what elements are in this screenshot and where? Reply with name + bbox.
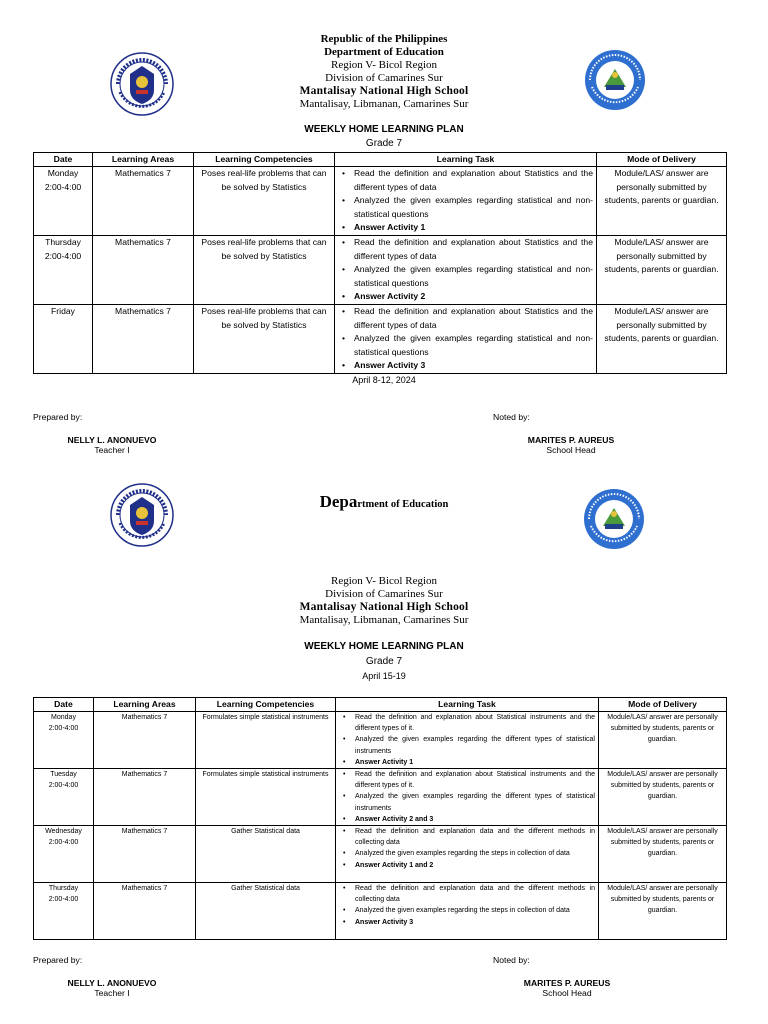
competency-cell: Formulates simple statistical instruments (196, 769, 336, 826)
day-text: Tuesday (50, 771, 77, 779)
date-range: April 15-19 (362, 671, 406, 681)
day-text: Thursday (48, 885, 79, 893)
activity-item: • Answer Activity 3 (354, 359, 593, 373)
letterhead-line: Department of Education (324, 46, 444, 58)
learning-area-cell: Mathematics 7 (94, 883, 196, 940)
learning-task-cell (335, 167, 597, 236)
column-header: Date (34, 698, 94, 712)
learning-task-cell (336, 712, 599, 769)
task-item: • Read the definition and explanation data and the different methods in collecting data (355, 826, 595, 848)
date-cell (34, 712, 94, 769)
table-row (34, 769, 727, 826)
time-text: 2:00-4:00 (48, 782, 79, 790)
activity-item: • Answer Activity 3 (355, 917, 595, 928)
table-row (34, 883, 727, 940)
date-cell (34, 826, 94, 883)
plan-title: WEEKLY HOME LEARNING PLAN (304, 641, 464, 652)
task-item: • Analyzed the given examples regarding statistical and non-statistical questions (354, 194, 593, 221)
table-row (34, 167, 727, 236)
mode-of-delivery-cell: Module/LAS/ answer are personally submitted by students, parents or guardian. (597, 304, 727, 373)
learning-area-cell: Mathematics 7 (94, 769, 196, 826)
column-header: Learning Task (336, 698, 599, 712)
mode-of-delivery-cell: Module/LAS/ answer are personally submitted by students, parents or guardian. (599, 826, 727, 883)
preparer-signature (12, 435, 212, 455)
school-name: Mantalisay National High School (299, 85, 469, 97)
department-title-large: Depa (319, 492, 358, 511)
grade-label: Grade 7 (365, 656, 403, 667)
school-name: Mantalisay National High School (299, 601, 469, 613)
noter-name: MARITES P. AUREUS (527, 435, 615, 445)
mode-of-delivery-cell: Module/LAS/ answer are personally submitted by students, parents or guardian. (599, 769, 727, 826)
competency-cell: Poses real-life problems that can be solved by Statistics (194, 167, 335, 236)
learning-area-cell: Mathematics 7 (93, 235, 194, 304)
time-text: 2:00-4:00 (48, 725, 79, 733)
noted-by-label: Noted by: (493, 412, 530, 422)
table-header-row (34, 153, 727, 167)
noter-signature (471, 435, 671, 455)
competency-cell: Poses real-life problems that can be solved by Statistics (194, 235, 335, 304)
learning-area-cell: Mathematics 7 (94, 826, 196, 883)
prepared-by-label: Prepared by: (33, 955, 83, 965)
learning-task-cell (336, 769, 599, 826)
preparer-name: NELLY L. ANONUEVO (67, 978, 157, 988)
competency-cell: Gather Statistical data (196, 826, 336, 883)
activity-item: • Answer Activity 2 and 3 (355, 814, 595, 825)
column-header: Learning Competencies (194, 153, 335, 167)
department-title-small: rtment of Education (357, 499, 449, 510)
date-cell (34, 167, 93, 236)
competency-cell: Poses real-life problems that can be solved by Statistics (194, 304, 335, 373)
letterhead-line: Region V- Bicol Region (330, 575, 438, 587)
mode-of-delivery-cell: Module/LAS/ answer are personally submitted by students, parents or guardian. (599, 883, 727, 940)
task-item: • Analyzed the given examples regarding the different types of statistical instruments (355, 734, 595, 756)
mode-of-delivery-cell: Module/LAS/ answer are personally submitted by students, parents or guardian. (599, 712, 727, 769)
task-item: • Read the definition and explanation about Statistics and the different types of data (354, 167, 593, 194)
column-header: Mode of Delivery (599, 698, 727, 712)
task-item: • Analyzed the given examples regarding statistical and non-statistical questions (354, 332, 593, 359)
noter-role: School Head (546, 445, 596, 455)
activity-item: • Answer Activity 1 (354, 221, 593, 235)
time-text: 2:00-4:00 (48, 839, 79, 847)
learning-task-cell (335, 235, 597, 304)
noter-role: School Head (542, 988, 592, 998)
date-cell (34, 235, 93, 304)
learning-task-cell (335, 304, 597, 373)
task-item: • Analyzed the given examples regarding the steps in collection of data (355, 905, 595, 916)
time-text: 2:00-4:00 (44, 181, 82, 192)
table-row (34, 304, 727, 373)
letterhead-line: Division of Camarines Sur (325, 588, 443, 600)
learning-area-cell: Mathematics 7 (93, 304, 194, 373)
school-address: Mantalisay, Libmanan, Camarines Sur (299, 614, 469, 626)
preparer-role: Teacher I (94, 445, 130, 455)
table-row (34, 826, 727, 883)
task-item: • Read the definition and explanation about Statistics and the different types of data (354, 236, 593, 263)
prepared-by-label: Prepared by: (33, 412, 83, 422)
learning-plan-table (33, 152, 727, 374)
task-item: • Read the definition and explanation about Statistical instruments and the different types of it. (355, 769, 595, 791)
time-text: 2:00-4:00 (44, 250, 82, 261)
date-cell (34, 304, 93, 373)
competency-cell: Gather Statistical data (196, 883, 336, 940)
day-text: Wednesday (45, 828, 82, 836)
date-cell (34, 883, 94, 940)
column-header: Learning Competencies (196, 698, 336, 712)
day-text: Monday (47, 168, 79, 178)
letterhead-line: Republic of the Philippines (320, 33, 448, 45)
activity-item: • Answer Activity 2 (354, 290, 593, 304)
letterhead-line: Division of Camarines Sur (325, 72, 443, 84)
day-text: Friday (51, 305, 75, 316)
column-header: Mode of Delivery (597, 153, 727, 167)
task-item: • Analyzed the given examples regarding statistical and non-statistical questions (354, 263, 593, 290)
department-title (0, 492, 768, 512)
school-address: Mantalisay, Libmanan, Camarines Sur (299, 98, 469, 110)
column-header: Learning Areas (94, 698, 196, 712)
learning-task-cell (336, 826, 599, 883)
grade-label: Grade 7 (365, 138, 403, 149)
noter-signature (467, 978, 667, 998)
task-item: • Read the definition and explanation about Statistics and the different types of data (354, 305, 593, 332)
learning-plan-table (33, 697, 727, 940)
noter-name: MARITES P. AUREUS (523, 978, 611, 988)
task-item: • Read the definition and explanation about Statistical instruments and the different types of it. (355, 712, 595, 734)
mode-of-delivery-cell: Module/LAS/ answer are personally submitted by students, parents or guardian. (597, 235, 727, 304)
mode-of-delivery-cell: Module/LAS/ answer are personally submitted by students, parents or guardian. (597, 167, 727, 236)
table-header-row (34, 698, 727, 712)
table-row (34, 712, 727, 769)
learning-area-cell: Mathematics 7 (93, 167, 194, 236)
day-text: Thursday (45, 236, 81, 247)
task-item: • Analyzed the given examples regarding the steps in collection of data (355, 848, 595, 859)
letterhead-page1 (0, 33, 768, 111)
letterhead-page2 (0, 575, 768, 627)
letterhead-line: Region V- Bicol Region (330, 59, 438, 71)
task-item: • Analyzed the given examples regarding the different types of statistical instruments (355, 791, 595, 813)
time-text: 2:00-4:00 (48, 896, 79, 904)
column-header: Learning Areas (93, 153, 194, 167)
day-text: Monday (51, 714, 76, 721)
activity-item: • Answer Activity 1 (355, 757, 595, 768)
table-row (34, 235, 727, 304)
date-range: April 8-12, 2024 (352, 375, 416, 385)
preparer-signature (12, 978, 212, 998)
column-header: Learning Task (335, 153, 597, 167)
learning-task-cell (336, 883, 599, 940)
plan-title: WEEKLY HOME LEARNING PLAN (304, 124, 464, 135)
task-item: • Read the definition and explanation data and the different methods in collecting data (355, 883, 595, 905)
noted-by-label: Noted by: (493, 955, 530, 965)
competency-cell: Formulates simple statistical instruments (196, 712, 336, 769)
activity-item: • Answer Activity 1 and 2 (355, 860, 595, 871)
date-cell (34, 769, 94, 826)
preparer-role: Teacher I (94, 988, 130, 998)
preparer-name: NELLY L. ANONUEVO (67, 435, 157, 445)
learning-area-cell: Mathematics 7 (94, 712, 196, 769)
column-header: Date (34, 153, 93, 167)
